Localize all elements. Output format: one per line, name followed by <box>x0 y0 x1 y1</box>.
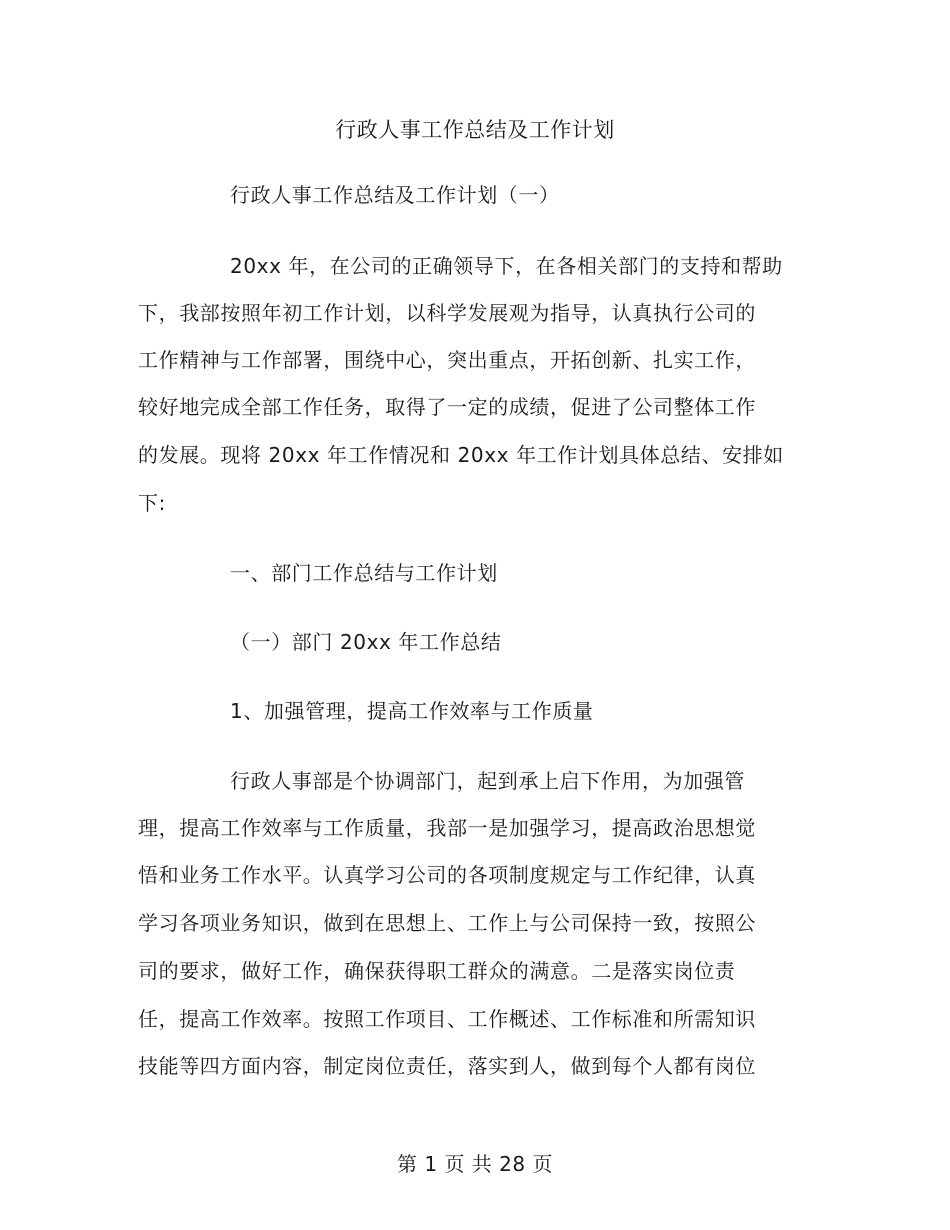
paragraph-line: 工作精神与工作部署，围绕中心，突出重点，开拓创新、扎实工作， <box>138 348 756 372</box>
subtitle: 行政人事工作总结及工作计划（一） <box>230 183 560 207</box>
paragraph-line: 下: <box>138 491 166 515</box>
item-heading: 1、加强管理，提高工作效率与工作质量 <box>230 699 594 723</box>
document-title: 行政人事工作总结及工作计划 <box>335 118 615 142</box>
paragraph-line: 技能等四方面内容，制定岗位责任，落实到人，做到每个人都有岗位 <box>138 1054 756 1078</box>
paragraph-line: 的发展。现将 20xx 年工作情况和 20xx 年工作计划具体总结、安排如 <box>138 443 784 467</box>
paragraph-line: 行政人事部是个协调部门，起到承上启下作用，为加强管 <box>230 769 745 793</box>
paragraph-line: 理，提高工作效率与工作质量，我部一是加强学习，提高政治思想觉 <box>138 816 756 840</box>
paragraph-line: 下，我部按照年初工作计划，以科学发展观为指导，认真执行公司的 <box>138 301 756 325</box>
paragraph-line: 悟和业务工作水平。认真学习公司的各项制度规定与工作纪律，认真 <box>138 863 756 887</box>
paragraph-line: 学习各项业务知识，做到在思想上、工作上与公司保持一致，按照公 <box>138 911 756 935</box>
paragraph-line: 任，提高工作效率。按照工作项目、工作概述、工作标准和所需知识 <box>138 1007 756 1031</box>
section-heading: 一、部门工作总结与工作计划 <box>230 561 498 585</box>
paragraph-line: 20xx 年，在公司的正确领导下，在各相关部门的支持和帮助 <box>230 254 783 278</box>
paragraph-line: 司的要求，做好工作，确保获得职工群众的满意。二是落实岗位责 <box>138 959 736 983</box>
page-number: 第 1 页 共 28 页 <box>397 1152 553 1176</box>
paragraph-line: 较好地完成全部工作任务，取得了一定的成绩，促进了公司整体工作 <box>138 395 756 419</box>
subsection-heading: （一）部门 20xx 年工作总结 <box>230 630 502 654</box>
